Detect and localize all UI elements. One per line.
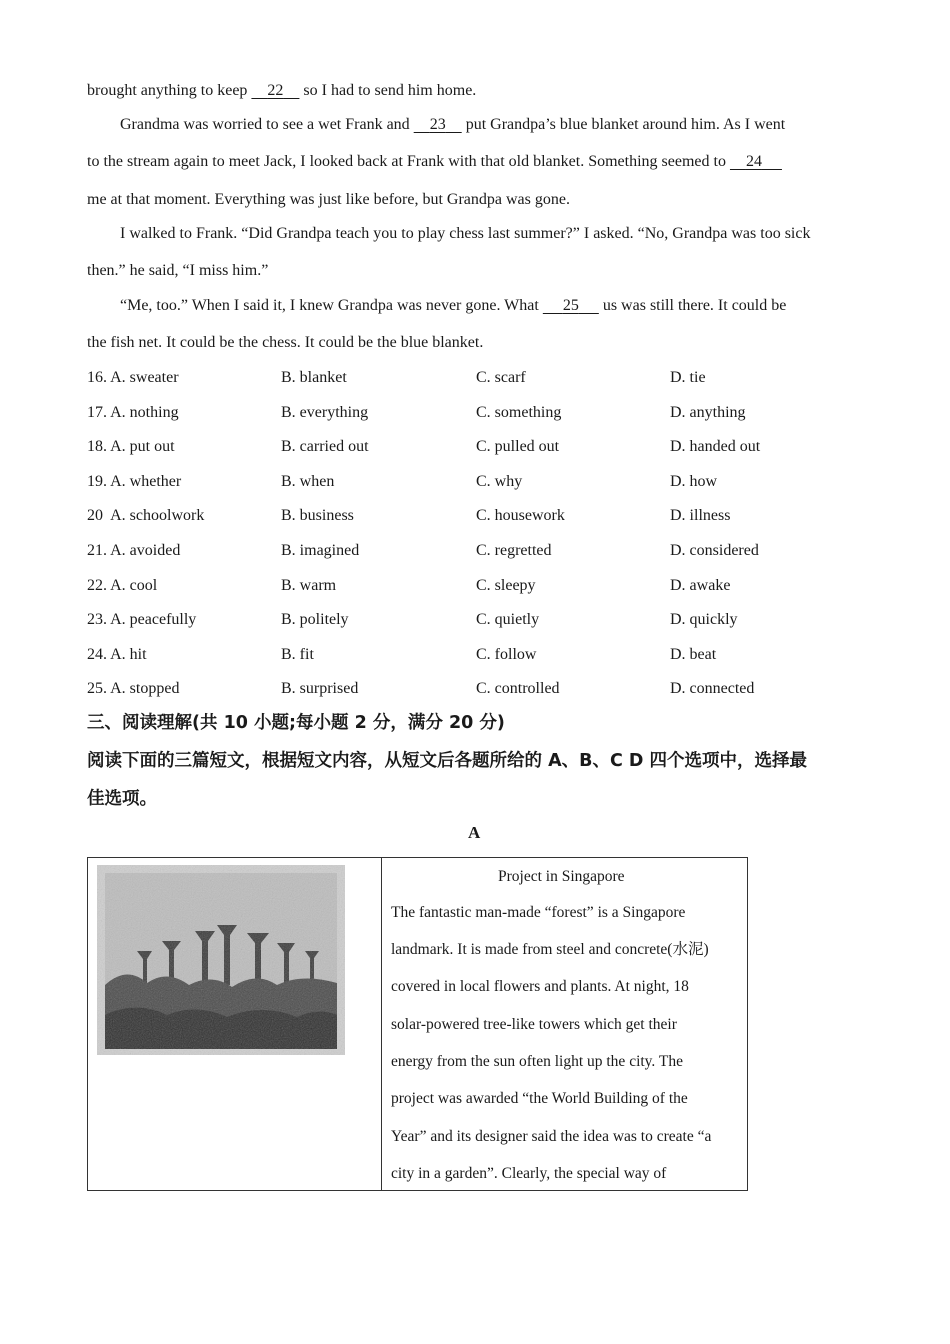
option-d: D. anything xyxy=(670,404,746,421)
passage-line-6: then.” he said, “I miss him.” xyxy=(87,262,269,279)
option-c: C. quietly xyxy=(476,611,540,628)
option-d: D. connected xyxy=(670,680,755,697)
option-b: B. imagined xyxy=(281,542,360,559)
supertree-photo xyxy=(97,865,345,1055)
option-b: B. blanket xyxy=(281,369,347,386)
option-b: B. carried out xyxy=(281,438,369,455)
option-d: D. quickly xyxy=(670,611,738,628)
table-line-3: covered in local flowers and plants. At night, 18 xyxy=(391,978,689,995)
passage-table xyxy=(87,857,748,1191)
option-d: D. tie xyxy=(670,369,706,386)
passage-line-5: I walked to Frank. “Did Grandpa teach you to play chess last summer?” I asked. “No, Grandpa was too sick xyxy=(120,225,811,242)
supertree-illustration xyxy=(97,865,345,1055)
passage-line-2: Grandma was worried to see a wet Frank and 23 put Grandpa’s blue blanket around him. As I went xyxy=(120,116,786,133)
option-b: B. when xyxy=(281,473,335,490)
option-row-16 xyxy=(87,368,867,388)
option-a: 22. A. cool xyxy=(87,577,158,594)
option-row-21 xyxy=(87,541,867,561)
option-d: D. awake xyxy=(670,577,731,594)
option-b: B. business xyxy=(281,507,354,524)
passage-line-7: “Me, too.” When I said it, I knew Grandpa was never gone. What 25 us was still there. It could be xyxy=(120,297,787,314)
option-d: D. beat xyxy=(670,646,717,663)
option-c: C. why xyxy=(476,473,523,490)
option-a: 21. A. avoided xyxy=(87,542,181,559)
table-line-4: solar-powered tree-like towers which get their xyxy=(391,1016,677,1033)
table-line-1: The fantastic man-made “forest” is a Singapore xyxy=(391,904,686,921)
option-c: C. something xyxy=(476,404,562,421)
table-line-5: energy from the sun often light up the city. The xyxy=(391,1053,683,1070)
option-row-25 xyxy=(87,679,867,699)
option-a: 23. A. peacefully xyxy=(87,611,197,628)
passage-line-4: me at that moment. Everything was just like before, but Grandpa was gone. xyxy=(87,191,570,208)
option-row-19 xyxy=(87,472,867,492)
option-b: B. warm xyxy=(281,577,337,594)
passage-line-3: to the stream again to meet Jack, I looked back at Frank with that old blanket. Something seemed to 24 xyxy=(87,152,782,172)
blank-25: 25 xyxy=(562,297,579,314)
part-label: A xyxy=(468,823,481,842)
option-row-20 xyxy=(87,506,867,526)
section-instruction-cont: 佳选项。 xyxy=(87,789,157,809)
option-b: B. politely xyxy=(281,611,349,628)
option-a: 18. A. put out xyxy=(87,438,175,455)
option-c: C. scarf xyxy=(476,369,526,386)
table-title: Project in Singapore xyxy=(498,868,625,885)
option-row-18 xyxy=(87,437,867,457)
section-heading: 三、阅读理解(共 10 小题;每小题 2 分，满分 20 分) xyxy=(87,713,505,733)
blank-23: 23 xyxy=(429,116,446,133)
option-b: B. surprised xyxy=(281,680,359,697)
table-line-7: Year” and its designer said the idea was to create “a xyxy=(391,1128,712,1145)
blank-24: 24 xyxy=(745,153,762,170)
option-a: 17. A. nothing xyxy=(87,404,179,421)
option-a: 19. A. whether xyxy=(87,473,182,490)
option-a: 24. A. hit xyxy=(87,646,147,663)
option-row-24 xyxy=(87,645,867,665)
option-row-23 xyxy=(87,610,867,630)
option-a: 25. A. stopped xyxy=(87,680,180,697)
option-row-17 xyxy=(87,403,867,423)
section-instruction: 阅读下面的三篇短文，根据短文内容，从短文后各题所给的 A、B、C D 四个选项中，选择最 xyxy=(87,751,808,771)
table-line-2: landmark. It is made from steel and concrete(水泥) xyxy=(391,941,709,958)
passage-line-1: brought anything to keep 22 so I had to send him home. xyxy=(87,82,477,99)
option-d: D. considered xyxy=(670,542,759,559)
option-c: C. pulled out xyxy=(476,438,560,455)
option-d: D. how xyxy=(670,473,718,490)
passage-line-8: the fish net. It could be the chess. It could be the blue blanket. xyxy=(87,334,484,351)
option-b: B. fit xyxy=(281,646,314,663)
table-divider xyxy=(381,858,382,1190)
table-line-6: project was awarded “the World Building of the xyxy=(391,1090,688,1107)
option-c: C. controlled xyxy=(476,680,560,697)
option-c: C. housework xyxy=(476,507,565,524)
option-c: C. sleepy xyxy=(476,577,536,594)
option-d: D. illness xyxy=(670,507,731,524)
option-a: 20 A. schoolwork xyxy=(87,507,205,524)
option-a: 16. A. sweater xyxy=(87,369,179,386)
option-b: B. everything xyxy=(281,404,369,421)
table-line-8: city in a garden”. Clearly, the special way of xyxy=(391,1165,667,1182)
option-c: C. follow xyxy=(476,646,537,663)
option-d: D. handed out xyxy=(670,438,761,455)
option-row-22 xyxy=(87,576,867,596)
option-c: C. regretted xyxy=(476,542,552,559)
blank-22: 22 xyxy=(267,82,284,99)
